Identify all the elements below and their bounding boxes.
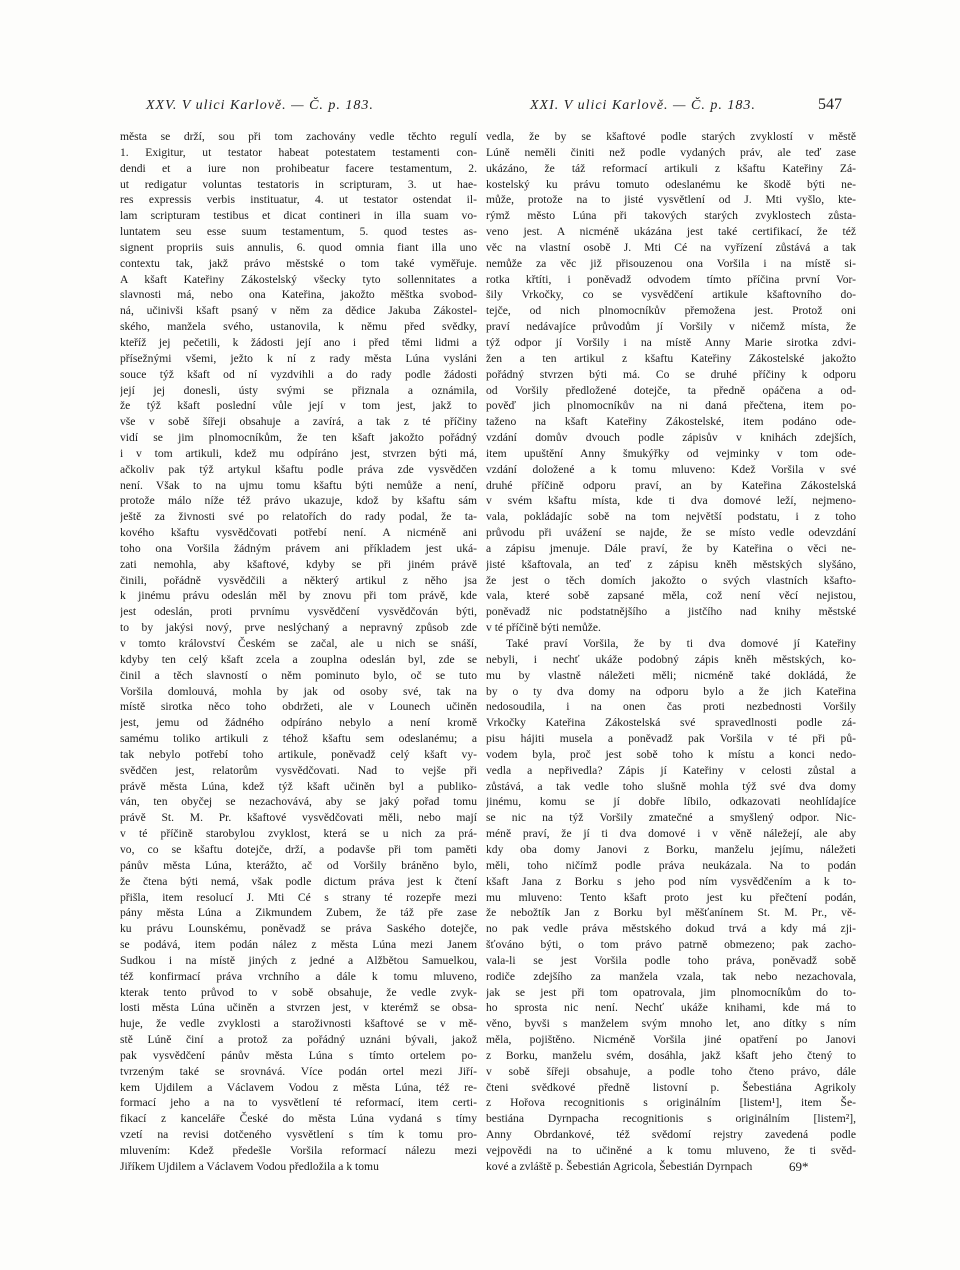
- text-line: města se drží, sou při tom zachovány vedle těchto regulí: [120, 130, 477, 143]
- text-line: jak se jest při tom opatrovala, jim plnomocníkům do to-: [486, 985, 856, 999]
- text-line: kdy oba domy Janovi z Borku, manželu jejímu, náležeti: [486, 842, 856, 856]
- text-line: měli, toho ničímž podle práva neukázala. Na to podán: [486, 858, 856, 872]
- text-line: ku právu Lounskému, poněvadž se práva Saského dotejče,: [120, 922, 477, 936]
- text-line: vidí se jim plnomocníkům, že ten kšaft jakožto pořádný: [120, 431, 477, 445]
- text-line: vzetí na revisi dotčeného vysvětlení s tím k tomu pro-: [120, 1128, 477, 1142]
- text-line: měla, pojištěno. Nicméně Voršila jiné opatření po Janovi: [486, 1033, 856, 1047]
- text-line: vejpovědi na to učiněné a k tomu mluveno, že ti svěd-: [486, 1144, 856, 1157]
- text-line: Jiříkem Ujdilem a Václavem Vodou předložila a k tomu: [120, 1159, 379, 1173]
- text-line: v té příčině býti nemůže.: [486, 621, 601, 635]
- text-line: i v tom artikuli, kdež mu odpíráno jest, stvrzen býti má,: [120, 446, 477, 460]
- text-line: právě St. M. Pr. kšaftové vysvědčovati měli, nebo mají: [120, 811, 477, 825]
- text-line: a zápisu jmenuje. Dále praví, že by Kateřina o věci ne-: [486, 541, 856, 555]
- text-line: 1. Exigitur, ut testator habeat potestatem testamenti con-: [120, 145, 477, 159]
- text-line: že jest o těch domích jakožto o svých vlastních kšafto-: [486, 573, 856, 587]
- text-line: vo, co se kšaftu dotejče, drží, a podavše při tom paměti: [120, 842, 477, 856]
- text-line: od Voršily předložené dotejče, ta předně opáčena a od-: [486, 383, 856, 397]
- text-line: pánův města Lúna, kterážto, ač od Voršily bráněno bylo,: [120, 858, 477, 872]
- text-line: tejče, od nich plnomocníkův přemožena jest. Protož oni: [486, 304, 856, 318]
- text-line: nedosoudila, i na onen čas proti nezbednosti Voršily: [486, 700, 856, 714]
- text-line: vedla a nepřivedla? Zápis jí Kateřiny v celosti zůstal a: [486, 763, 856, 777]
- text-line: Také praví Voršila, že by ti dva domové jí Kateřiny: [506, 637, 856, 650]
- text-line: šily Vrkočky, co se vysvědčení artikule kšaftovního do-: [486, 288, 856, 302]
- text-line: čteni svědkové předně listovní p. Šebestiána Agrikoly: [486, 1080, 856, 1094]
- text-line: ačkoliv pak týž artykul kšaftu podle práva zde vysvědčen: [120, 462, 477, 476]
- text-line: contextu tak, jakž právo městské o tom také vyměřuje.: [120, 256, 477, 270]
- text-line: signent propriis suis annulis, 6. quod omnia fiant illa uno: [120, 240, 477, 254]
- text-line: by o ty dva domy na odporu bylo a že jich Kateřina: [486, 684, 856, 698]
- page-number: 547: [818, 96, 842, 113]
- text-line: ukázáno, že táž reformací artikuli z kšaftu Kateřiny Zá-: [486, 161, 856, 175]
- text-line: veno jest. A nicméně ukázána jest také certifikací, že též: [486, 225, 856, 239]
- text-line: rotka křtíti, i poněvadž odvodem tímto příčina první Vor-: [486, 272, 856, 286]
- text-line: vzdání doložené a k tomu mluveno: Kdež Voršila v své: [486, 462, 856, 476]
- text-line: zůstává, a tak vedle toho slušně mohla týž své dva domy: [486, 779, 856, 793]
- text-line: věno, byvši s manželem svým mnoho let, ano dítky s ním: [486, 1017, 856, 1031]
- text-line: druhé příčině odporu praví, an by Kateřina Zákostelská: [486, 478, 856, 492]
- text-line: kového kšaftu vysvědčovati potřebí není. A nicméně ani: [120, 526, 477, 540]
- text-line: žen a ten artikul z kšaftu Kateřiny Zákostelské jakožto: [486, 351, 856, 365]
- text-line: že čtena býti nemá, však podle dictum práva jest k čtení: [120, 874, 477, 888]
- text-line: pověď jich plnomocníkův na ni daná přečtena, item po-: [486, 399, 856, 413]
- text-line: item upuštění Anny šmukýřky od vejminky v tom ode-: [486, 446, 856, 460]
- text-line: průvodu při uvážení se najde, že se místo vedle odevzdání: [486, 526, 856, 540]
- text-line: vodem byla, proč jest sobě toho k místu a konci nedo-: [486, 747, 856, 761]
- text-line: ského, manžela svého, ustanovila, k němu před svědky,: [120, 320, 477, 334]
- text-line: pak vysvědčení pánův města Lúna s tímto ortelem po-: [120, 1048, 477, 1062]
- text-line: no pak vedle práva městského dokud trvá a kdy má zji-: [486, 922, 856, 936]
- text-line: že nebožtík Jan z Borku byl měšťanínem St. M. Pr., vě-: [486, 906, 856, 920]
- text-line: v sobě šířeji obsahuje, a podle toho čteno právo, dále: [486, 1064, 856, 1078]
- text-line: lam scripturam testibus et dicat contineri in illa suam vo-: [120, 209, 477, 223]
- right-text-column: [486, 129, 856, 1175]
- text-line: taženo na kšaft Kateřiny Zákostelské, item podáno ode-: [486, 415, 856, 429]
- text-line: formací jeho a na to vysvětlení té reformací, item certi-: [120, 1096, 477, 1110]
- text-line: přišla, item resolucí J. Mti Cé s strany té rozepře mezi: [120, 890, 477, 904]
- text-line: Lúně neměli činiti než podle vydaných práv, ale teď zase: [486, 145, 856, 159]
- signature-mark: 69*: [789, 1159, 809, 1174]
- text-line: věc na vlastní osobě J. Mti Cé na vyřízení zůstává a tak: [486, 240, 856, 254]
- text-line: ještě za živnosti své po relatořích do rady podal, že ta-: [120, 510, 477, 524]
- text-line: z Borku, manželu svém, dosáhla, jakž kšaft jeho čtený to: [486, 1048, 856, 1062]
- text-line: fikací z kanceláře České do města Lúna vydaná s tímy: [120, 1112, 477, 1126]
- text-line: jest, jemu od žádného odpíráno nebylo a není kromě: [120, 716, 477, 730]
- text-line: A kšaft Kateřiny Zákostelský všecky tyto sollennitates a: [120, 272, 477, 286]
- text-line: že týž kšaft poslední vůle její v tom jest, jakž to: [120, 399, 477, 413]
- text-line: samému toliko artikuli z téhož kšaftu sem odeslanému; a: [120, 732, 477, 746]
- text-line: ho sprosta nic není. Nechť ukáže knihami, kde má to: [486, 1001, 856, 1015]
- text-line: ván, ten obyčej se nezachovává, aby se jaký pořad tomu: [120, 795, 477, 809]
- text-line: vala, pokládajíc sobě na tom největší podstatu, i z toho: [486, 510, 856, 524]
- text-line: k jinému právu odeslán měl by znovu při tom právě, kde: [120, 589, 477, 603]
- text-line: praví nedávajíce průvodům jí Voršily v ničemž místa, že: [486, 320, 856, 334]
- text-line: kové a zvláště p. Šebestián Agricola, Šebestián Dyrnpach: [486, 1159, 753, 1173]
- text-line: právě města Lúna, kdež týž kšaft učiněn byl a publiko-: [120, 779, 477, 793]
- text-line: rodiče zdejšího za manžela vzala, tak nebo nezachovala,: [486, 969, 856, 983]
- text-line: kterak tento průvod to v sobě obsahuje, že vedle zvyk-: [120, 985, 477, 999]
- text-line: se nic na týž Voršily zmatečné a smyšlený odpor. Nic-: [486, 811, 856, 825]
- text-line: losti města Lúna učiněn a stvrzen jest, v kterémž se obsa-: [120, 1001, 477, 1015]
- text-line: dendi et a iure non prohibeatur facere testamentum, 2.: [120, 161, 477, 175]
- text-line: tak nebylo potřebí toho artikule, poněvadž celý kšaft vy-: [120, 747, 477, 761]
- text-line: jinému, komu se jí dobře líbilo, odkazovati neohlídajíce: [486, 795, 856, 809]
- running-header-left: XXV. V ulici Karlově. — Č. p. 183.: [146, 98, 374, 113]
- text-line: činili, pořádně vysvědčili a některý artikul z něho jsa: [120, 573, 477, 587]
- text-line: zati nemohla, aby kšaftové, kdyby se při jiném právě: [120, 557, 477, 571]
- left-text-column: [120, 129, 477, 1175]
- text-line: svědčen jest, relatorům vysvědčovati. Nad to vejše při: [120, 763, 477, 777]
- text-line: luntatem seu esse suum testamentum, 5. quod testes as-: [120, 225, 477, 239]
- running-header-right: XXI. V ulici Karlově. — Č. p. 183.: [530, 98, 756, 113]
- text-line: pisu hájiti musela a poněvadž pak Voršila v té při pů-: [486, 732, 856, 746]
- text-line: mu by vlastně náležeti měli; nicméně také dokládá, že: [486, 668, 856, 682]
- text-line: kšaft Jana z Borku s jeho pod ním vysvědčením a k to-: [486, 874, 856, 888]
- text-line: kostelský ku právu tomuto odeslanému ke škodě býti ne-: [486, 177, 856, 191]
- text-line: vala, které sobě zapsané měla, což není věcí nejistou,: [486, 589, 856, 603]
- text-line: činil a těch slavností o něm pominuto bylo, oč se tuto: [120, 668, 477, 682]
- text-line: může, protože na to jisté vysvětlení od J. Mti vyšlo, kte-: [486, 193, 856, 207]
- text-line: její jej donesli, ústy svými se přiznala a oznámila,: [120, 383, 477, 397]
- text-line: v svém kšaftu místa, kde ti dva domové leží, nejmeno-: [486, 494, 856, 508]
- text-line: nebyli, i nechť ukáže podobný zápis kněh městských, ko-: [486, 652, 856, 666]
- text-line: ut redigatur voluntas testatoris in scripturam, 3. ut hae-: [120, 177, 477, 191]
- text-line: res expressis verbis instituatur, 4. ut testator ostendat il-: [120, 193, 477, 207]
- text-line: Voršila domlouvá, mohla by jak od osoby své, tak na: [120, 684, 477, 698]
- text-line: vedla, že by se kšaftové podle starých zvyklostí v městě: [486, 130, 856, 143]
- text-line: též konfirmací práva vrchního a dále k tomu mluveno,: [120, 969, 477, 983]
- text-line: šťováno býti, o tom právo patrně obmezeno; pak zacho-: [486, 938, 856, 952]
- text-line: vzdání domův dvouch podle zápisův v knihách zdejších,: [486, 431, 856, 445]
- text-line: pořádný stvrzen býti má. Co se druhé příčiny k odporu: [486, 367, 856, 381]
- text-line: Anny Obrdankové, též svědomí rejstry zavedená podle: [486, 1128, 856, 1142]
- text-line: jest odeslán, proti prvnímu vysvědčení vysvědčován býti,: [120, 605, 477, 619]
- text-line: týž odpor jí Voršily i na místě Anny Marie sirotka zdvi-: [486, 335, 856, 349]
- text-line: huje, že vedle zvyklosti a staroživnosti kšaftové se v mě-: [120, 1017, 477, 1031]
- text-line: rýmž město Lúna při takových starých zvyklostech zůsta-: [486, 209, 856, 223]
- text-line: mluvením: Kdež předešle Voršila reformací nálezu mezi: [120, 1144, 477, 1157]
- text-line: protože málo níže též právo ukazuje, kdož by kšaftu sám: [120, 494, 477, 508]
- text-line: kdyby ten celý kšaft zcela a zouplna odeslán byl, zde se: [120, 652, 477, 666]
- text-line: přísežnými všemi, ježto k ní z rady města Lúna vysláni: [120, 351, 477, 365]
- text-line: v tomto království Českém se začal, ale u nich se snáší,: [120, 637, 477, 650]
- text-line: jisté kšaftovala, an teď z zápisu kněh městských slyšáno,: [486, 557, 856, 571]
- text-line: Sudkou i na místě jiných z jedné a Alžbětou Samuelkou,: [120, 953, 477, 967]
- text-line: tvrzeným také se srovnává. Více podán ortel mezi Jiří-: [120, 1064, 477, 1078]
- text-line: se podává, item podán nález z města Lúna mezi Janem: [120, 938, 477, 952]
- text-line: kteříž jej pečetili, k žádosti její ano i před těmi lidmi a: [120, 335, 477, 349]
- text-line: méně praví, že jí ti dva domové i v věně náležejí, ale aby: [486, 827, 856, 841]
- text-line: stě Lúně činí a protož za pořádný uznáni bývali, jakož: [120, 1033, 477, 1047]
- text-line: pány města Lúna a Zikmundem Zubem, že táž pře zase: [120, 906, 477, 920]
- text-line: bestiána Dyrnpacha recognitionis s originálním [listem²],: [486, 1112, 856, 1126]
- text-line: není. Však to na ujmu tomu kšaftu býti nemůže a není,: [120, 478, 477, 492]
- text-line: místě sirotka něco toho obdržeti, ale v Lounech učiněn: [120, 700, 477, 714]
- text-line: z Hořova recognitionis s originálním [listem¹], item Še-: [486, 1096, 856, 1110]
- text-line: kem Ujdilem a Václavem Vodou z města Lúna, též re-: [120, 1080, 477, 1094]
- text-line: souce týž kšaft od ní vyzdvihli a do rady podle žádosti: [120, 367, 477, 381]
- text-line: to by jakýsi nový, prve neslýchaný a nepravný způsob zde: [120, 621, 477, 635]
- text-line: slavnosti má, nebo ona Kateřina, jakožto měštka svobod-: [120, 288, 477, 302]
- text-line: poněvadž nic podstatnějšího a jistčího nad knihy městské: [486, 605, 856, 619]
- text-line: vala-li se jest Voršila podle toho práva, poněvadž sobě: [486, 953, 856, 967]
- text-line: vše v sobě šířeji obsahuje a zavírá, a tak z té příčiny: [120, 415, 477, 429]
- text-line: toho ona Voršila žádným právem ani příkladem jest uká-: [120, 541, 477, 555]
- text-line: v té příčině starobylou zvyklost, která se u nich za prá-: [120, 827, 477, 841]
- text-line: ná, učinivši kšaft psaný v něm za dědice Jakuba Zákostel-: [120, 304, 477, 318]
- text-line: mu mluveno: Tento kšaft proto jest ku přečtení podán,: [486, 890, 856, 904]
- text-line: nemůže za věc již přisouzenou ona Voršila i na místě si-: [486, 256, 856, 270]
- text-line: Vrkočky Kateřina Zákostelská své spravedlnosti podle zá-: [486, 716, 856, 730]
